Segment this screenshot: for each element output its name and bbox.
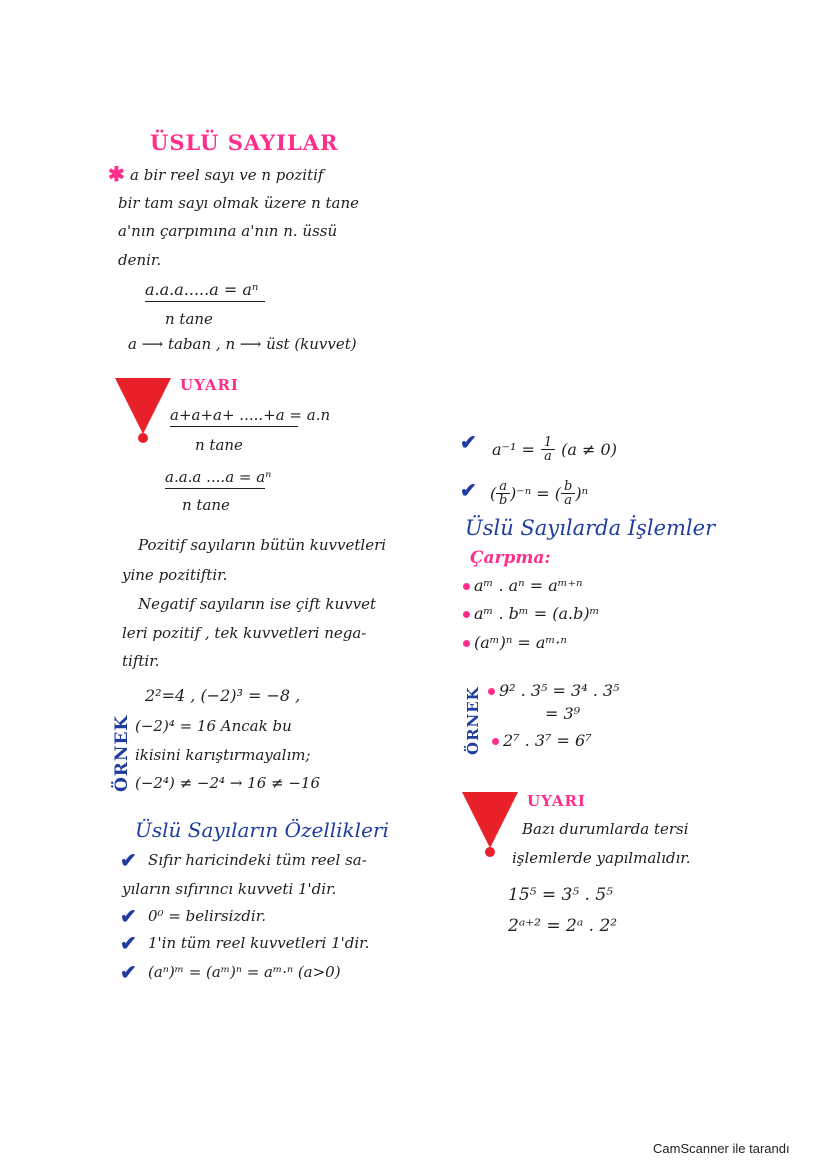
fraction: [541, 436, 555, 463]
bullet-icon: [463, 583, 470, 590]
multiplication-title: Çarpma:: [470, 548, 551, 568]
bullet-icon: [463, 611, 470, 618]
formula-negative-exponent: [492, 436, 617, 463]
bullet-icon: [488, 688, 495, 695]
warning-sum: a+a+a+ .....+a = a.n: [170, 406, 331, 424]
warning-label: UYARI: [180, 376, 239, 394]
paragraph-line-5: tiftir.: [122, 652, 160, 670]
warning-label: UYARI: [527, 792, 586, 810]
fraction: [561, 480, 575, 507]
warning-product-n-tane: n tane: [182, 496, 230, 514]
page-title: ÜSLÜ SAYILAR: [150, 130, 339, 155]
operations-title: Üslü Sayılarda İşlemler: [465, 516, 716, 540]
warning-triangle-icon: [462, 792, 518, 848]
warning-product: a.a.a ....a = aⁿ: [165, 468, 272, 486]
multiplication-rule-1: [463, 578, 583, 594]
property-3: 1'in tüm reel kuvvetleri 1'dir.: [148, 934, 370, 952]
bullet-icon: [463, 640, 470, 647]
check-icon: ✔: [120, 931, 137, 955]
underbrace: [165, 488, 265, 489]
ornek-label: ÖRNEK: [464, 686, 482, 755]
intro-line-2: bir tam sayı olmak üzere n tane: [118, 194, 360, 212]
warning2-eq-2: 2ᵃ⁺² = 2ᵃ . 2²: [508, 916, 618, 936]
fraction-denominator: a: [564, 493, 573, 508]
property-4: (aⁿ)ᵐ = (aᵐ)ⁿ = aᵐ·ⁿ (a>0): [148, 963, 341, 981]
example1-line-1: 2²=4 , (−2)³ = −8 ,: [145, 686, 301, 705]
underbrace: [145, 301, 265, 302]
check-icon: ✔: [460, 478, 477, 502]
multiplication-rule-3: [463, 635, 567, 651]
example1-line-2: (−2)⁴ = 16 Ancak bu: [135, 717, 292, 735]
bullet-icon: [492, 738, 499, 745]
warning-dot-icon: [485, 847, 495, 857]
warning-triangle-icon: [115, 378, 171, 434]
property-1b: yıların sıfırıncı kuvveti 1'dir.: [122, 880, 337, 898]
multiplication-rule-2: [463, 606, 599, 622]
warning-dot-icon: [138, 433, 148, 443]
check-icon: ✔: [120, 960, 137, 984]
definition-taban-ust: a ⟶ taban , n ⟶ üst (kuvvet): [128, 335, 357, 353]
example1-line-3: ikisini karıştırmayalım;: [135, 746, 311, 764]
underbrace: [170, 426, 298, 427]
warning-sum-n-tane: n tane: [195, 436, 243, 454]
fraction: [496, 480, 510, 507]
warning2-line-1: Bazı durumlarda tersi: [522, 820, 689, 838]
formula-lhs: a⁻¹ =: [492, 439, 535, 459]
rule-text: (aᵐ)ⁿ = aᵐ·ⁿ: [474, 633, 567, 652]
paragraph-line-1: Pozitif sayıların bütün kuvvetleri: [138, 536, 387, 554]
rule-text: aᵐ . aⁿ = aᵐ⁺ⁿ: [474, 576, 583, 595]
example1-line-4: (−2⁴) ≠ −2⁴ → 16 ≠ −16: [135, 774, 321, 792]
property-1a: Sıfır haricindeki tüm reel sa-: [148, 851, 367, 869]
paren-open: (: [490, 483, 497, 503]
fraction-denominator: b: [498, 493, 508, 508]
example-text: 2⁷ . 3⁷ = 6⁷: [503, 731, 592, 750]
warning2-eq-1: 15⁵ = 3⁵ . 5⁵: [508, 885, 613, 905]
property-2: 0⁰ = belirsizdir.: [148, 907, 266, 925]
example-text: 9² . 3⁵ = 3⁴ . 3⁵: [499, 681, 620, 700]
warning2-line-2: işlemlerde yapılmalıdır.: [512, 849, 691, 867]
paren-close: )ⁿ: [575, 483, 589, 503]
paragraph-line-3: Negatif sayıların ise çift kuvvet: [138, 595, 377, 613]
definition-product: a.a.a.....a = aⁿ: [145, 280, 259, 299]
scanner-footer: CamScanner ile tarandı: [653, 1141, 790, 1156]
intro-line-3: a'nın çarpımına a'nın n. üssü: [118, 222, 338, 240]
rule-text: aᵐ . bᵐ = (a.b)ᵐ: [474, 604, 600, 623]
check-icon: ✔: [460, 430, 477, 454]
definition-n-tane: n tane: [165, 310, 213, 328]
fraction-numerator: 1: [541, 436, 555, 450]
intro-line-4: denir.: [118, 251, 162, 269]
paragraph-line-2: yine pozitiftir.: [122, 566, 228, 584]
exponent-eq: )⁻ⁿ = (: [510, 483, 562, 503]
check-icon: ✔: [120, 904, 137, 928]
formula-fraction-power: [490, 480, 588, 507]
fraction-numerator: b: [561, 480, 575, 494]
example2-line-2: = 3⁹: [545, 704, 581, 723]
intro-line-1: a bir reel sayı ve n pozitif: [130, 166, 324, 184]
fraction-numerator: a: [496, 480, 510, 494]
star-icon: ✱: [108, 162, 125, 186]
formula-condition: (a ≠ 0): [561, 439, 617, 459]
check-icon: ✔: [120, 848, 137, 872]
example2-line-1: [488, 683, 619, 699]
example2-line-3: [492, 733, 592, 749]
properties-title: Üslü Sayıların Özellikleri: [135, 818, 389, 842]
fraction-denominator: a: [544, 449, 552, 464]
ornek-label: ÖRNEK: [112, 714, 132, 792]
paragraph-line-4: leri pozitif , tek kuvvetleri nega-: [122, 624, 367, 642]
